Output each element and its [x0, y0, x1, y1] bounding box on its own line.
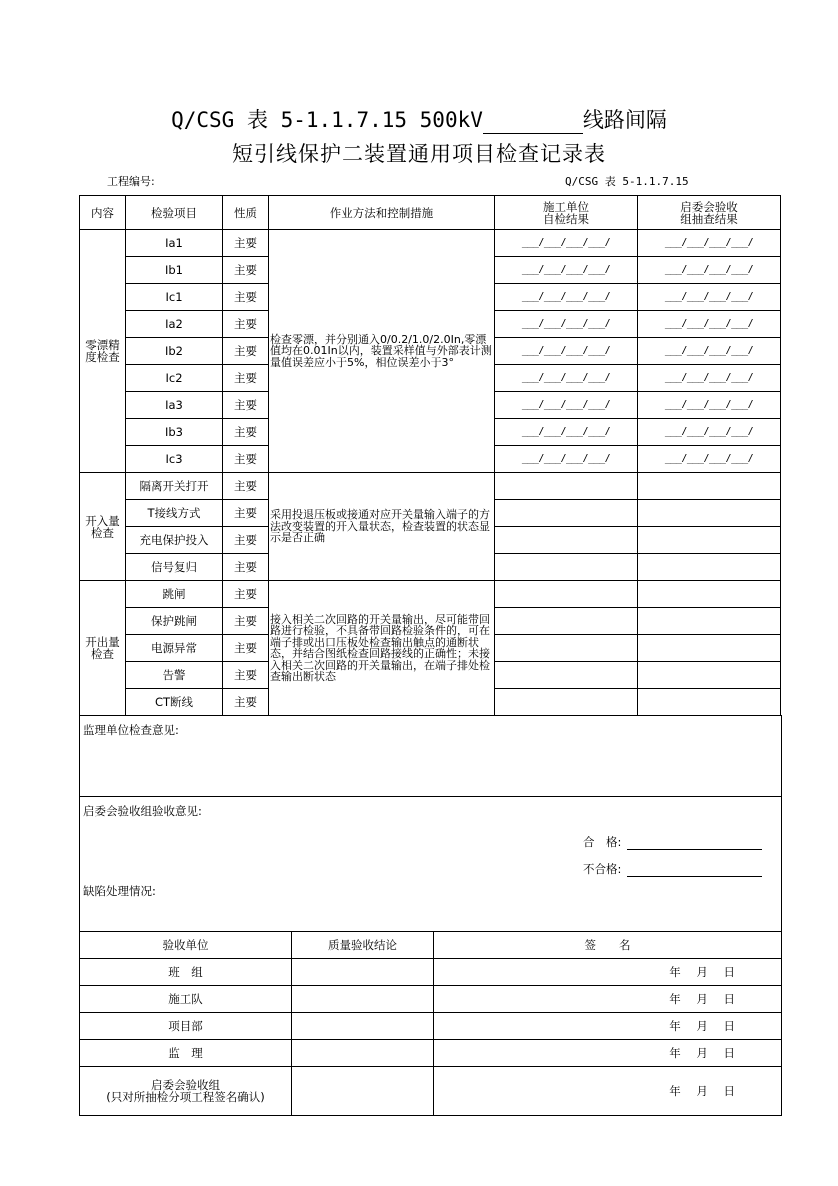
item-nature: 主要	[223, 311, 269, 338]
title-suffix: 线路间隔	[582, 108, 667, 132]
acceptance-unit: 监 理	[80, 1040, 292, 1067]
inspection-item: Ia1	[126, 230, 223, 257]
committee-check-result[interactable]: ___/___/___/___/	[638, 338, 781, 365]
fail-row	[583, 861, 762, 877]
signature-row	[80, 1040, 782, 1067]
quality-conclusion-field[interactable]	[292, 1067, 434, 1116]
method-cell: 检查零漂，并分别通入0/0.2/1.0/2.0In,零漂值均在0.01In以内，装置采样值与外部表计测量值误差应小于5%，相位误差小于3°	[269, 230, 495, 473]
inspection-table	[79, 195, 781, 716]
acceptance-unit: 施工队	[80, 986, 292, 1013]
self-check-result[interactable]: ___/___/___/___/	[495, 338, 638, 365]
item-nature: 主要	[223, 635, 269, 662]
committee-opinion-label: 启委会验收组验收意见:	[83, 804, 202, 818]
committee-check-result[interactable]: ___/___/___/___/	[638, 392, 781, 419]
table-row	[80, 230, 781, 257]
item-nature: 主要	[223, 392, 269, 419]
table-row	[80, 473, 781, 500]
committee-check-result[interactable]: ___/___/___/___/	[638, 230, 781, 257]
column-header: 作业方法和控制措施	[269, 196, 495, 230]
committee-check-result[interactable]: ___/___/___/___/	[638, 257, 781, 284]
item-nature: 主要	[223, 608, 269, 635]
self-check-result[interactable]	[495, 608, 638, 635]
signature-table	[79, 931, 782, 1116]
pass-label: 合 格:	[583, 835, 622, 849]
supervision-opinion-label: 监理单位检查意见:	[83, 723, 179, 737]
line-name-blank[interactable]	[483, 113, 583, 134]
committee-check-result[interactable]	[638, 500, 781, 527]
fail-label: 不合格:	[583, 862, 622, 876]
category-cell: 零漂精 度检查	[80, 230, 126, 473]
item-nature: 主要	[223, 527, 269, 554]
inspection-item: T接线方式	[126, 500, 223, 527]
acceptance-unit: 启委会验收组 (只对所抽检分项工程签名确认)	[80, 1067, 292, 1116]
inspection-item: 告警	[126, 662, 223, 689]
self-check-result[interactable]: ___/___/___/___/	[495, 365, 638, 392]
self-check-result[interactable]	[495, 473, 638, 500]
committee-check-result[interactable]	[638, 554, 781, 581]
item-nature: 主要	[223, 419, 269, 446]
table-row	[80, 581, 781, 608]
signature-row	[80, 1013, 782, 1040]
inspection-item: CT断线	[126, 689, 223, 716]
item-nature: 主要	[223, 338, 269, 365]
item-nature: 主要	[223, 365, 269, 392]
quality-conclusion-field[interactable]	[292, 1040, 434, 1067]
self-check-result[interactable]: ___/___/___/___/	[495, 392, 638, 419]
inspection-item: Ib1	[126, 257, 223, 284]
self-check-result[interactable]	[495, 581, 638, 608]
signature-column-header: 签 名	[434, 932, 782, 959]
pass-row	[583, 834, 762, 850]
self-check-result[interactable]: ___/___/___/___/	[495, 446, 638, 473]
inspection-item: Ib2	[126, 338, 223, 365]
signature-date-field[interactable]: 年 月 日	[434, 1040, 782, 1067]
project-number-label: 工程编号:	[107, 175, 155, 188]
committee-check-result[interactable]: ___/___/___/___/	[638, 446, 781, 473]
self-check-result[interactable]: ___/___/___/___/	[495, 284, 638, 311]
quality-conclusion-field[interactable]	[292, 1013, 434, 1040]
self-check-result[interactable]	[495, 662, 638, 689]
inspection-item: 充电保护投入	[126, 527, 223, 554]
defect-handling-label: 缺陷处理情况:	[83, 884, 156, 898]
committee-opinion-section[interactable]	[79, 796, 782, 932]
item-nature: 主要	[223, 284, 269, 311]
inspection-item: Ic3	[126, 446, 223, 473]
column-header: 施工单位 自检结果	[495, 196, 638, 230]
signature-date-field[interactable]: 年 月 日	[434, 1067, 782, 1116]
committee-check-result[interactable]	[638, 608, 781, 635]
self-check-result[interactable]	[495, 635, 638, 662]
self-check-result[interactable]: ___/___/___/___/	[495, 257, 638, 284]
signature-row	[80, 986, 782, 1013]
committee-check-result[interactable]	[638, 689, 781, 716]
signature-column-header: 验收单位	[80, 932, 292, 959]
item-nature: 主要	[223, 581, 269, 608]
self-check-result[interactable]	[495, 689, 638, 716]
committee-check-result[interactable]	[638, 635, 781, 662]
quality-conclusion-field[interactable]	[292, 986, 434, 1013]
committee-check-result[interactable]	[638, 662, 781, 689]
self-check-result[interactable]	[495, 500, 638, 527]
self-check-result[interactable]: ___/___/___/___/	[495, 230, 638, 257]
signature-date-field[interactable]: 年 月 日	[434, 986, 782, 1013]
item-nature: 主要	[223, 446, 269, 473]
inspection-item: Ia2	[126, 311, 223, 338]
committee-check-result[interactable]: ___/___/___/___/	[638, 311, 781, 338]
item-nature: 主要	[223, 689, 269, 716]
inspection-item: 电源异常	[126, 635, 223, 662]
supervision-opinion-section[interactable]	[79, 715, 782, 797]
column-header: 检验项目	[126, 196, 223, 230]
acceptance-unit: 项目部	[80, 1013, 292, 1040]
committee-check-result[interactable]: ___/___/___/___/	[638, 419, 781, 446]
title-prefix: Q/CSG 表 5-1.1.7.15 500kV	[171, 108, 483, 132]
inspection-item: Ic2	[126, 365, 223, 392]
method-cell: 接入相关二次回路的开关量输出，尽可能带回路进行检验，不具备带回路检验条件的，可在端子排或出口压板处检查输出触点的通断状态，并结合图纸检查回路接线的正确性；未接入相关二次回路的开关量输出，在端子排处检查输出断状态	[269, 581, 495, 716]
acceptance-unit: 班 组	[80, 959, 292, 986]
item-nature: 主要	[223, 473, 269, 500]
item-nature: 主要	[223, 554, 269, 581]
item-nature: 主要	[223, 662, 269, 689]
item-nature: 主要	[223, 257, 269, 284]
self-check-result[interactable]	[495, 527, 638, 554]
inspection-item: 跳闸	[126, 581, 223, 608]
form-code: Q/CSG 表 5-1.1.7.15	[565, 175, 689, 188]
inspection-item: Ic1	[126, 284, 223, 311]
title-line-2: 短引线保护二装置通用项目检查记录表	[232, 142, 606, 166]
inspection-item: 隔离开关打开	[126, 473, 223, 500]
signature-column-header: 质量验收结论	[292, 932, 434, 959]
committee-check-result[interactable]	[638, 527, 781, 554]
signature-date-field[interactable]: 年 月 日	[434, 959, 782, 986]
signature-header-row	[80, 932, 782, 959]
item-nature: 主要	[223, 230, 269, 257]
pass-field[interactable]	[627, 837, 762, 850]
column-header: 启委会验收 组抽查结果	[638, 196, 781, 230]
inspection-item: Ib3	[126, 419, 223, 446]
committee-check-result[interactable]	[638, 473, 781, 500]
column-header: 内容	[80, 196, 126, 230]
inspection-item: 保护跳闸	[126, 608, 223, 635]
inspection-item: 信号复归	[126, 554, 223, 581]
self-check-result[interactable]: ___/___/___/___/	[495, 419, 638, 446]
committee-check-result[interactable]: ___/___/___/___/	[638, 365, 781, 392]
column-header: 性质	[223, 196, 269, 230]
header-row	[80, 196, 781, 230]
inspection-item: Ia3	[126, 392, 223, 419]
signature-date-field[interactable]: 年 月 日	[434, 1013, 782, 1040]
self-check-result[interactable]	[495, 554, 638, 581]
quality-conclusion-field[interactable]	[292, 959, 434, 986]
committee-check-result[interactable]: ___/___/___/___/	[638, 284, 781, 311]
category-cell: 开入量 检查	[80, 473, 126, 581]
signature-row	[80, 1067, 782, 1116]
item-nature: 主要	[223, 500, 269, 527]
method-cell: 采用投退压板或接通对应开关量输入端子的方法改变装置的开入量状态，检查装置的状态显示是否正确	[269, 473, 495, 581]
category-cell: 开出量 检查	[80, 581, 126, 716]
fail-field[interactable]	[627, 864, 762, 877]
signature-row	[80, 959, 782, 986]
title-line-1	[0, 104, 838, 134]
committee-check-result[interactable]	[638, 581, 781, 608]
self-check-result[interactable]: ___/___/___/___/	[495, 311, 638, 338]
